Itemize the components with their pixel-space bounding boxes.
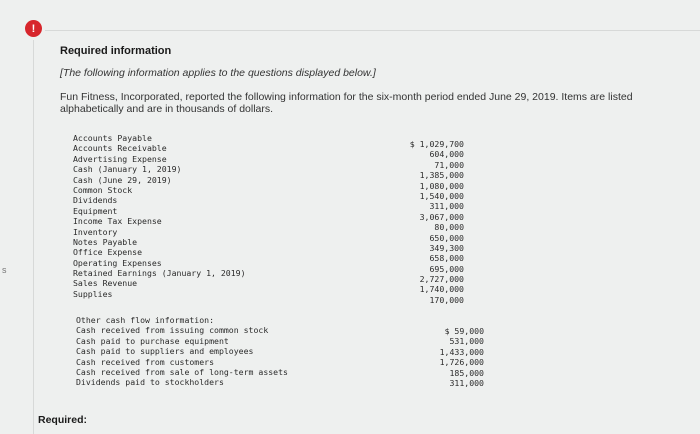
cash-flow-label: Cash received from sale of long-term assets — [76, 366, 288, 377]
account-label: Cash (June 29, 2019) — [73, 174, 172, 185]
cash-flow-label: Cash received from customers — [76, 356, 215, 367]
account-value: 604,000 — [429, 149, 464, 160]
account-value: 1,540,000 — [419, 190, 464, 201]
account-label: Operating Expenses — [73, 257, 162, 268]
account-label: Advertising Expense — [73, 153, 167, 164]
account-label: Supplies — [73, 288, 113, 299]
account-label: Notes Payable — [73, 236, 138, 247]
account-label: Dividends — [73, 195, 118, 206]
required-label: Required: — [38, 414, 88, 426]
top-divider — [45, 30, 700, 31]
account-label: Cash (January 1, 2019) — [73, 164, 182, 175]
intro-paragraph: Fun Fitness, Incorporated, reported the following information for the six-month period ended June 29, 2019. Items are listed alphabetically and are in thousands of dollars. — [60, 91, 633, 115]
cash-flow-label: Dividends paid to stockholders — [76, 377, 224, 388]
account-value: 1,080,000 — [419, 180, 464, 191]
left-divider — [33, 40, 34, 434]
account-value: 650,000 — [429, 232, 464, 243]
cash-flow-value: 311,000 — [449, 377, 484, 388]
section-title: Required information — [60, 45, 172, 57]
account-value: 1,740,000 — [419, 284, 464, 295]
cash-flow-value: 185,000 — [449, 367, 484, 378]
account-label: Equipment — [73, 205, 118, 216]
account-label: Income Tax Expense — [73, 216, 162, 227]
account-labels — [73, 133, 246, 299]
account-value: 349,300 — [429, 242, 464, 253]
account-value: 3,067,000 — [419, 211, 464, 222]
account-value: 311,000 — [429, 201, 464, 212]
cash-flow-value: 1,433,000 — [439, 346, 484, 357]
account-value: 1,385,000 — [419, 170, 464, 181]
cash-flow-value: 1,726,000 — [439, 357, 484, 368]
account-label: Sales Revenue — [73, 278, 138, 289]
alert-icon: ! — [25, 20, 42, 37]
account-label: Accounts Payable — [73, 133, 152, 143]
cash-flow-label: Cash received from issuing common stock — [76, 325, 269, 336]
account-values — [370, 139, 464, 305]
account-value: 695,000 — [429, 263, 464, 274]
account-value: $ 1,029,700 — [409, 139, 464, 149]
cash-flow-values — [400, 326, 484, 388]
cash-flow-heading: Other cash flow information: — [76, 315, 215, 325]
cash-flow-label: Cash paid to purchase equipment — [76, 335, 229, 346]
cash-flow-labels — [76, 315, 288, 388]
account-value: 71,000 — [434, 159, 464, 170]
account-label: Accounts Receivable — [73, 143, 167, 154]
account-label: Inventory — [73, 226, 118, 237]
account-value: 2,727,000 — [419, 274, 464, 285]
account-label: Common Stock — [73, 184, 133, 195]
account-value: 170,000 — [429, 294, 464, 305]
cash-flow-value: $ 59,000 — [444, 326, 484, 336]
cash-flow-label: Cash paid to suppliers and employees — [76, 346, 254, 357]
account-label: Retained Earnings (January 1, 2019) — [73, 268, 246, 279]
cash-flow-value: 531,000 — [449, 336, 484, 347]
account-value: 80,000 — [434, 222, 464, 233]
edge-text: s — [2, 265, 7, 275]
account-label: Office Expense — [73, 247, 143, 258]
account-value: 658,000 — [429, 253, 464, 264]
section-subtitle: [The following information applies to the questions displayed below.] — [60, 67, 376, 79]
